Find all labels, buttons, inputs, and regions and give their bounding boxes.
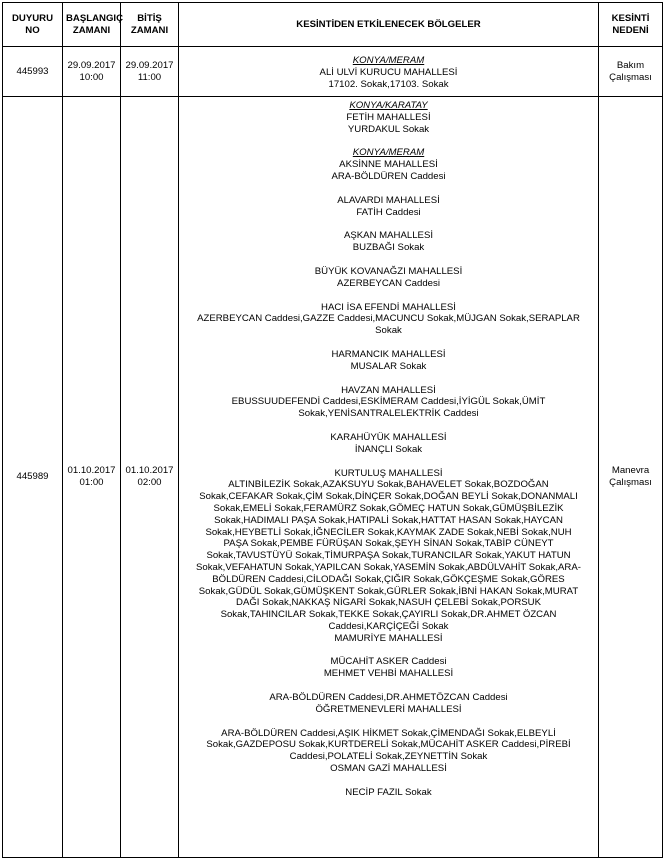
neighborhood-name: NECİP FAZIL Sokak	[345, 786, 432, 798]
outage-table	[2, 2, 663, 858]
affected-regions-cell	[179, 47, 599, 97]
neighborhood-name: AKSİNNE MAHALLESİ	[339, 159, 438, 171]
header-end-time: BİTİŞ ZAMANI	[121, 3, 179, 47]
neighborhood-name: BÜYÜK KOVANAĞZI MAHALLESİ	[314, 265, 463, 277]
outage-reason-cell: Bakım Çalışması	[599, 47, 663, 97]
street-list: ARA-BÖLDÜREN Caddesi	[331, 170, 446, 182]
neighborhood-name: AŞKAN MAHALLESİ	[343, 230, 434, 242]
street-list: 17102. Sokak,17103. Sokak	[328, 78, 449, 90]
header-row	[3, 3, 663, 47]
street-list: AZERBEYCAN Caddesi,GAZZE Caddesi,MACUNCU Sokak,MÜJGAN Sokak,SERAPLAR	[197, 313, 580, 325]
street-list: Sokak,HADIMALI PAŞA Sokak,HATIPALİ Sokak,HATTAT HASAN Sokak,HAYCAN	[214, 514, 563, 526]
neighborhood-name: HARMANCIK MAHALLESİ	[331, 348, 446, 360]
street-list: Caddesi,POLATELİ Sokak,ZEYNETTİN Sokak	[289, 751, 488, 763]
street-list: MEHMET VEHBİ MAHALLESİ	[323, 668, 454, 680]
neighborhood-name: ALİ ULVİ KURUCU MAHALLESİ	[319, 67, 458, 79]
table-row	[3, 97, 663, 858]
street-list: Sokak,TAVUSTÜYÜ Sokak,TİMURPAŞA Sokak,TURANCILAR Sokak,YAKUT HATUN	[206, 550, 571, 562]
street-list: BUZBAĞI Sokak	[352, 242, 425, 254]
end-time-cell: 01.10.2017 02:00	[121, 97, 179, 858]
street-list: EBUSSUUDEFENDİ Caddesi,ESKİMERAM Caddesi,İYİGÜL Sokak,ÜMİT	[231, 396, 546, 408]
street-list: Sokak,GÜDÜL Sokak,GÜMÜŞKENT Sokak,GÜRLER Sokak,İBNİ HAKAN Sokak,MURAT	[198, 585, 579, 597]
neighborhood-name: HAVZAN MAHALLESİ	[341, 384, 436, 396]
district-name: KONYA/KARATAY	[349, 100, 428, 111]
district-name: KONYA/MERAM	[352, 55, 425, 67]
street-list: MUSALAR Sokak	[350, 360, 427, 372]
neighborhood-name: ARA-BÖLDÜREN Caddesi,AŞIK HİKMET Sokak,ÇİMENDAĞI Sokak,ELBEYLİ	[221, 727, 556, 739]
announcement-no-cell: 445993	[3, 47, 63, 97]
neighborhood-name: ALAVARDI MAHALLESİ	[337, 194, 440, 206]
street-list: FATİH Caddesi	[356, 206, 421, 218]
street-list: Sokak,YENİSANTRALELEKTRİK Caddesi	[298, 408, 479, 420]
neighborhood-name: FETİH MAHALLESİ	[346, 111, 431, 123]
neighborhood-name: KARAHÜYÜK MAHALLESİ	[330, 431, 447, 443]
neighborhood-name: HACI İSA EFENDİ MAHALLESİ	[321, 301, 456, 313]
street-list: OSMAN GAZİ MAHALLESİ	[330, 763, 447, 775]
header-affected-regions: KESİNTİDEN ETKİLENECEK BÖLGELER	[179, 3, 599, 47]
street-list: PAŞA Sokak,PEMBE FÜRÜŞAN Sokak,ŞEYH SİNAN Sokak,TABİP CÜNEYT	[223, 538, 554, 550]
street-list: AZERBEYCAN Caddesi	[337, 277, 440, 289]
street-list: ALTINBİLEZİK Sokak,AZAKSUYU Sokak,BAHAVELET Sokak,BOZDOĞAN	[228, 479, 549, 491]
street-list: İNANÇLI Sokak	[354, 443, 423, 455]
street-list: Sokak	[375, 325, 402, 337]
street-list: Sokak,GAZDEPOSU Sokak,KURTDERELİ Sokak,MÜCAHİT ASKER Caddesi,PİREBİ	[206, 739, 571, 751]
header-announcement-no: DUYURU NO	[3, 3, 63, 47]
street-list: Sokak,EMELİ Sokak,FERAMÜRZ Sokak,GÖMEÇ HATUN Sokak,GÜMÜŞBİLEZİK	[213, 502, 564, 514]
street-list: Sokak,VEFAHATUN Sokak,YAPILCAN Sokak,YASEMİN Sokak,ABDÜLVAHİT Sokak,ARA-	[196, 561, 581, 573]
street-list: BÖLDÜREN Caddesi,CİLODAĞI Sokak,ÇIĞIR Sokak,GÖKÇEŞME Sokak,GÖRES	[212, 573, 565, 585]
affected-regions-cell	[179, 97, 599, 858]
street-list: Sokak,CEFAKAR Sokak,ÇİM Sokak,DİNÇER Sokak,DOĞAN BEYLİ Sokak,DONANMALI	[199, 491, 578, 503]
header-start-time: BAŞLANGIÇ ZAMANI	[63, 3, 121, 47]
neighborhood-name: KURTULUŞ MAHALLESİ	[334, 467, 443, 479]
street-list: Sokak,HEYBETLİ Sokak,İĞNECİLER Sokak,KAYMAK ZADE Sokak,NEBİ Sokak,NUH	[205, 526, 572, 538]
neighborhood-name: MÜCAHİT ASKER Caddesi	[330, 656, 447, 668]
header-outage-reason: KESİNTİ NEDENİ	[599, 3, 663, 47]
table-row	[3, 47, 663, 97]
street-list: DAĞI Sokak,NAKKAŞ NİGARİ Sokak,NASUH ÇELEBİ Sokak,PORSUK	[236, 597, 541, 609]
end-time-cell: 29.09.2017 11:00	[121, 47, 179, 97]
street-list: MAMURİYE MAHALLESİ	[334, 632, 443, 644]
neighborhood-name: ARA-BÖLDÜREN Caddesi,DR.AHMETÖZCAN Caddesi	[269, 692, 508, 704]
street-list: ÖĞRETMENEVLERİ MAHALLESİ	[315, 703, 462, 715]
street-list: YURDAKUL Sokak	[347, 123, 430, 135]
outage-reason-cell: Manevra Çalışması	[599, 97, 663, 858]
start-time-cell: 29.09.2017 10:00	[63, 47, 121, 97]
district-name: KONYA/MERAM	[352, 147, 425, 159]
street-list: Caddesi,KARÇİÇEĞİ Sokak	[328, 620, 449, 632]
start-time-cell: 01.10.2017 01:00	[63, 97, 121, 858]
street-list: Sokak,TAHINCILAR Sokak,TEKKE Sokak,ÇAYIRLI Sokak,DR.AHMET ÖZCAN	[220, 609, 557, 621]
announcement-no-cell: 445989	[3, 97, 63, 858]
